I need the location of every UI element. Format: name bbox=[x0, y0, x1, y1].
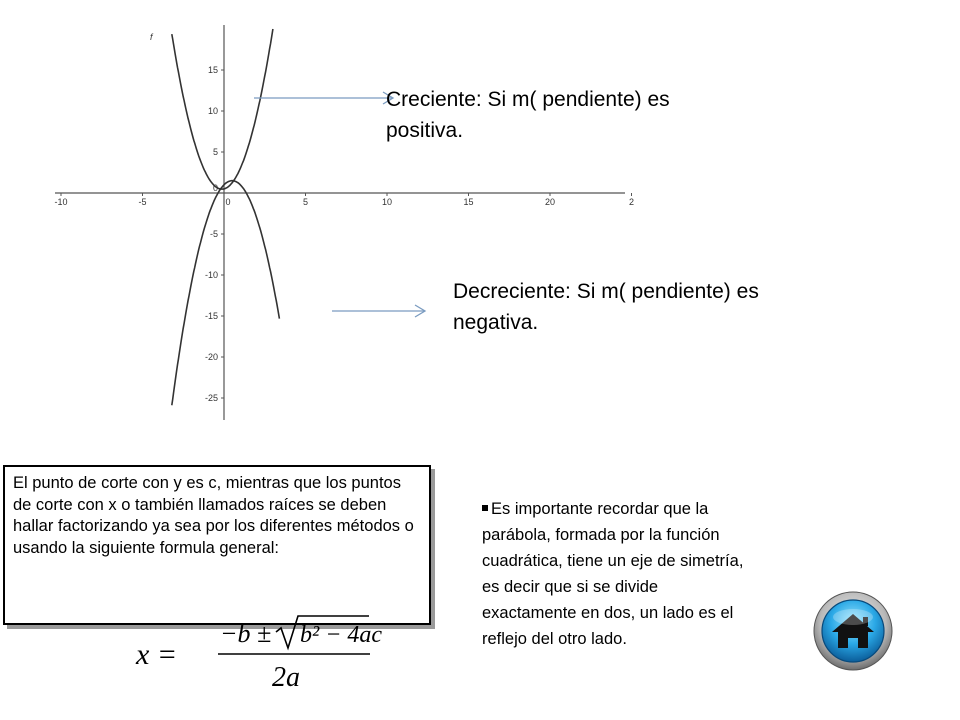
y-tick-label: 0 bbox=[212, 183, 218, 193]
roots-explanation-box bbox=[3, 465, 431, 625]
x-tick-label: 15 bbox=[463, 197, 474, 207]
y-axis-label: f bbox=[150, 32, 153, 42]
y-tick-label: 15 bbox=[207, 65, 218, 75]
x-tick-label: -5 bbox=[138, 197, 147, 207]
parabola-graph bbox=[0, 0, 640, 430]
house-icon bbox=[812, 590, 894, 672]
y-tick-label: -25 bbox=[204, 393, 218, 403]
x-tick-label: 20 bbox=[544, 197, 556, 207]
x-tick-label: 5 bbox=[302, 197, 309, 207]
arrow-decreciente bbox=[332, 305, 425, 317]
formula-lhs: x = bbox=[136, 638, 178, 671]
x-tick-label: 10 bbox=[381, 197, 393, 207]
decreciente-annotation: Decreciente: Si m( pendiente) es negativa. bbox=[453, 280, 759, 334]
x-tick-label: 0 bbox=[225, 197, 231, 207]
y-tick-label: -10 bbox=[204, 270, 218, 280]
y-tick-label: 5 bbox=[212, 147, 218, 157]
formula-radicand: b² − 4ac bbox=[300, 622, 383, 648]
x-tick-label: -10 bbox=[54, 197, 68, 207]
y-tick-label: 10 bbox=[207, 106, 218, 116]
arrow-creciente bbox=[254, 92, 393, 104]
x-tick-label: 2 bbox=[628, 197, 635, 207]
bullet-square-icon bbox=[482, 505, 488, 511]
curve-upward-parabola bbox=[172, 29, 273, 189]
symmetry-bullet bbox=[482, 496, 752, 652]
symmetry-bullet-text: Es importante recordar que la parábola, formada por la función cuadrática, tiene un eje de simetría, es decir que si se divide exactamente en dos, un lado es el reflejo del otro lado. bbox=[482, 500, 744, 648]
y-tick-label: -20 bbox=[204, 352, 218, 362]
y-tick-label: -15 bbox=[204, 311, 218, 321]
curve-downward-parabola bbox=[172, 181, 280, 406]
home-button[interactable] bbox=[812, 590, 894, 672]
creciente-annotation: Creciente: Si m( pendiente) es positiva. bbox=[386, 88, 670, 142]
roots-explanation-text: El punto de corte con y es c, mientras que los puntos de corte con x o también llamados raíces se deben hallar factorizando ya sea por los diferentes métodos o usando la siguiente formula general: bbox=[13, 474, 414, 557]
y-tick-label: -5 bbox=[209, 229, 218, 239]
formula-denominator: 2a bbox=[272, 662, 300, 692]
quadratic-formula bbox=[134, 612, 384, 692]
formula-numerator-prefix: −b ± bbox=[220, 619, 272, 648]
